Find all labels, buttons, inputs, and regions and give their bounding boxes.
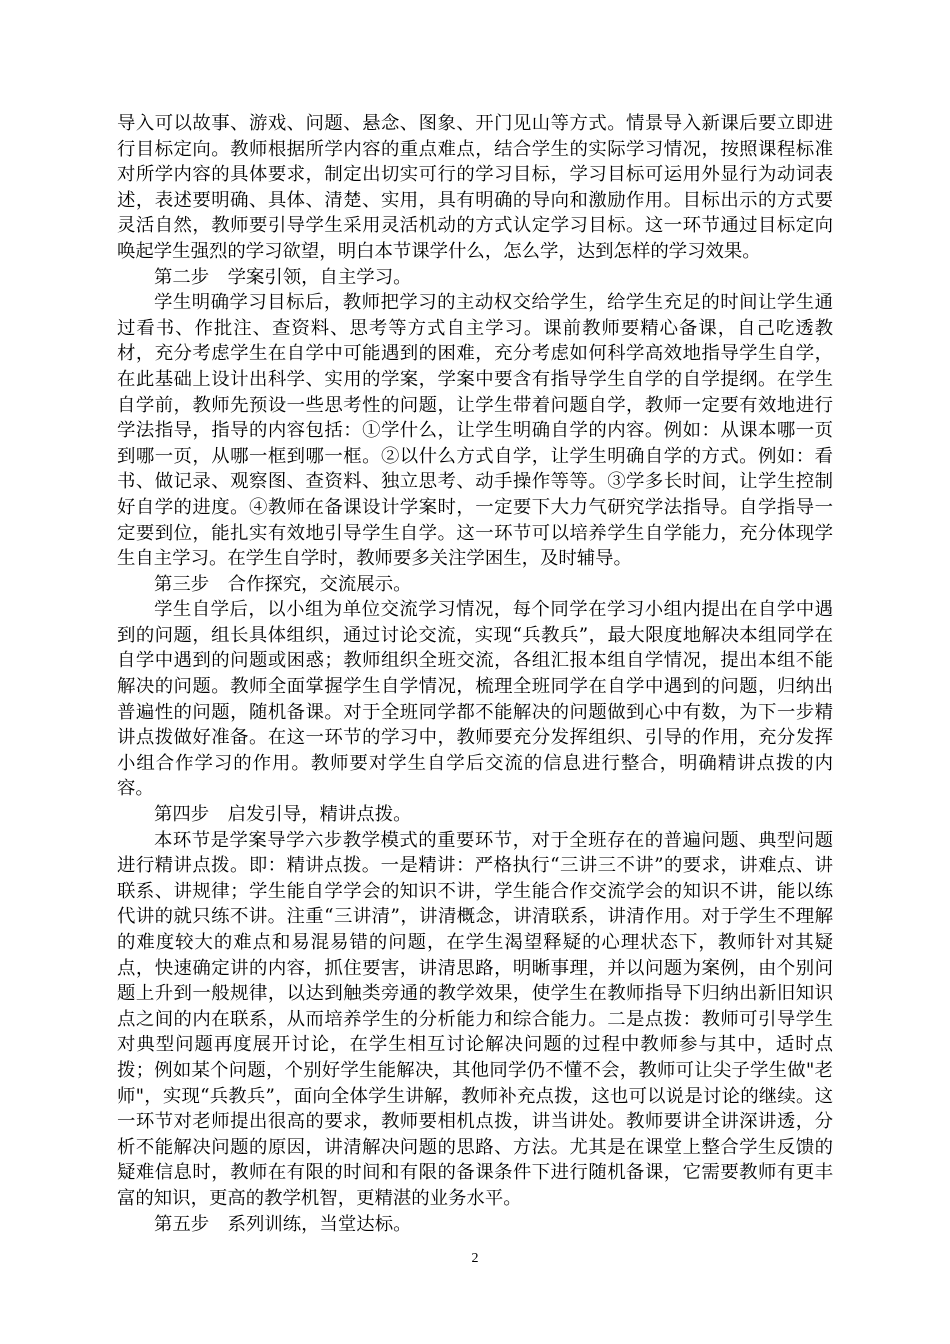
paragraph-intro-continued: 导入可以故事、游戏、问题、悬念、图象、开门见山等方式。情景导入新课后要立即进行目标定向。教师根据所学内容的重点难点，结合学生的实际学习情况，按照课程标准对所学内容的具体要求，制定出切实可行的学习目标，学习目标可运用外显行为动词表述，表述要明确、具体、清楚、实用，具有明确的导向和激励作用。目标出示的方式要灵活自然，教师要引导学生采用灵活机动的方式认定学习目标。这一环节通过目标定向唤起学生强烈的学习欲望，明白本节课学什么，怎么学，达到怎样的学习效果。 xyxy=(117,113,833,262)
body-text xyxy=(117,111,833,1237)
heading-step-5: 第五步 系列训练，当堂达标。 xyxy=(154,1213,412,1235)
paragraph-step-3: 学生自学后，以小组为单位交流学习情况，每个同学在学习小组内提出在自学中遇到的问题，组长具体组织，通过讨论交流，实现“兵教兵”，最大限度地解决本组同学在自学中遇到的问题或困惑；教师组织全班交流，各组汇报本组自学情况，提出本组不能解决的问题。教师全面掌握学生自学情况，梳理全班同学在自学中遇到的问题，归纳出普遍性的问题，随机备课。对于全班同学都不能解决的问题做到心中有数，为下一步精讲点拨做好准备。在这一环节的学习中，教师要充分发挥组织、引导的作用，充分发挥小组合作学习的作用。教师要对学生自学后交流的信息进行整合，明确精讲点拨的内容。 xyxy=(117,599,833,800)
paragraph-step-2: 学生明确学习目标后，教师把学习的主动权交给学生，给学生充足的时间让学生通过看书、作批注、查资料、思考等方式自主学习。课前教师要精心备课，自己吃透教材，充分考虑学生在自学中可能遇到的困难，充分考虑如何科学高效地指导学生自学，在此基础上设计出科学、实用的学案，学案中要含有指导学生自学的自学提纲。在学生自学前，教师先预设一些思考性的问题，让学生带着问题自学，教师一定要有效地进行学法指导，指导的内容包括：①学什么，让学生明确自学的内容。例如：从课本哪一页到哪一页，从哪一框到哪一框。②以什么方式自学，让学生明确自学的方式。例如：看书、做记录、观察图、查资料、独立思考、动手操作等等。③学多长时间，让学生控制好自学的进度。④教师在备课设计学案时，一定要下大力气研究学法指导。自学指导一定要到位，能扎实有效地引导学生自学。这一环节可以培养学生自学能力，充分体现学生自主学习。在学生自学时，教师要多关注学困生，及时辅导。 xyxy=(117,292,833,570)
heading-step-4: 第四步 启发引导，精讲点拨。 xyxy=(154,804,412,826)
paragraph-step-4: 本环节是学案导学六步教学模式的重要环节，对于全班存在的普遍问题、典型问题进行精讲点拨。即：精讲点拨。一是精讲：严格执行“三讲三不讲”的要求，讲难点、讲联系、讲规律；学生能自学学会的知识不讲，学生能合作交流学会的知识不讲，能以练代讲的就只练不讲。注重“三讲清”，讲清概念，讲清联系，讲清作用。对于学生不理解的难度较大的难点和易混易错的问题，在学生渴望释疑的心理状态下，教师针对其疑点，快速确定讲的内容，抓住要害，讲清思路，明晰事理，并以问题为案例，由个别问题上升到一般规律，以达到触类旁通的教学效果，使学生在教师指导下归纳出新旧知识点之间的内在联系，从而培养学生的分析能力和综合能力。二是点拨：教师可引导学生对典型问题再度展开讨论，在学生相互讨论解决问题的过程中教师参与其中，适时点拨；例如某个问题，个别好学生能解决，其他同学仍不懂不会，教师可让尖子学生做"老师"，实现“兵教兵”，面向全体学生讲解，教师补充点拨，这也可以说是讨论的继续。这一环节对老师提出很高的要求，教师要相机点拨，讲当讲处。教师要讲全讲深讲透，分析不能解决问题的原因，讲清解决问题的思路、方法。尤其是在课堂上整合学生反馈的疑难信息时，教师在有限的时间和有限的备课条件下进行随机备课，它需要教师有更丰富的知识，更高的教学机智，更精湛的业务水平。 xyxy=(117,829,833,1209)
heading-step-2: 第二步 学案引领，自主学习。 xyxy=(154,266,412,288)
heading-step-3: 第三步 合作探究，交流展示。 xyxy=(154,573,412,595)
page-number: 2 xyxy=(471,1251,479,1266)
